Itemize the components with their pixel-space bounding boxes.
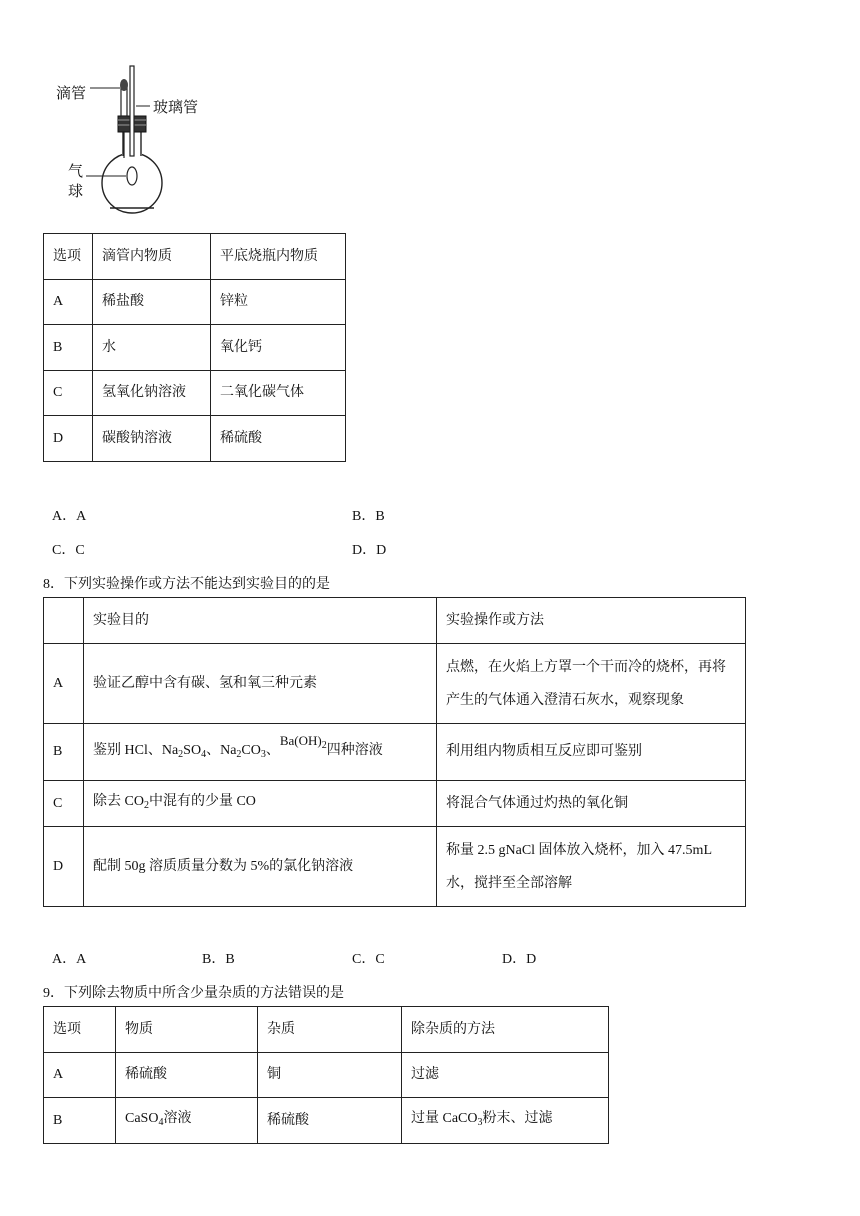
q8-option-a[interactable]: A．A	[52, 952, 87, 967]
label-glass-tube: 玻璃管	[153, 98, 199, 116]
label-dropper: 滴管	[56, 84, 87, 102]
formula-raised	[279, 732, 327, 751]
table-cell: 将混合气体通过灼热的氧化铜	[437, 781, 746, 827]
table-header-cell: 平底烧瓶内物质	[211, 234, 346, 280]
table-cell: 铜	[258, 1053, 402, 1098]
q8-stem: 8．下列实验操作或方法不能达到实验目的的是	[43, 577, 330, 592]
formula-text: CaSO	[125, 1110, 159, 1126]
subscript: 2	[236, 748, 242, 760]
table-cell: 稀硫酸	[211, 416, 346, 462]
table-cell: C	[44, 781, 84, 827]
table-cell: 称量 2.5 gNaCl 固体放入烧杯，加入 47.5mL 水，搅拌至全部溶解	[437, 827, 746, 907]
table-header-cell: 物质	[116, 1007, 258, 1053]
subscript: 2	[178, 748, 184, 760]
subscript: 4	[158, 1116, 164, 1128]
table-header-row	[44, 234, 346, 280]
formula-text: SO	[183, 742, 202, 758]
table-header-cell: 选项	[44, 234, 93, 280]
subscript: 2	[143, 799, 149, 811]
q7-table	[43, 233, 346, 462]
table-cell: A	[44, 1053, 116, 1098]
table-header-cell: 选项	[44, 1007, 116, 1053]
table-row	[44, 781, 746, 827]
q7-option-d[interactable]: D．D	[352, 543, 387, 558]
table-cell: 点燃，在火焰上方罩一个干而冷的烧杯，再将产生的气体通入澄清石灰水，观察现象	[437, 644, 746, 724]
table-cell: 稀盐酸	[93, 280, 211, 325]
formula-text: 过量 CaCO	[411, 1110, 478, 1126]
table-cell: 二氧化碳气体	[211, 371, 346, 416]
formula-text: 溶液	[163, 1110, 192, 1126]
table-cell: A	[44, 644, 84, 724]
table-cell: D	[44, 416, 93, 462]
formula-text: Ba(OH)	[279, 732, 322, 748]
q8-option-c[interactable]: C．C	[352, 952, 385, 967]
q9-table	[43, 1006, 609, 1144]
table-cell: 稀硫酸	[258, 1098, 402, 1144]
table-cell: B	[44, 325, 93, 371]
table-cell	[402, 1098, 609, 1144]
table-cell	[84, 724, 437, 781]
table-row	[44, 416, 346, 462]
table-row	[44, 371, 346, 416]
table-cell: D	[44, 827, 84, 907]
q9-stem: 9．下列除去物质中所含少量杂质的方法错误的是	[43, 986, 344, 1001]
table-cell: 过滤	[402, 1053, 609, 1098]
q7-option-b[interactable]: B．B	[352, 509, 385, 524]
table-row	[44, 1098, 609, 1144]
table-header-cell	[44, 598, 84, 644]
table-cell: 配制 50g 溶质质量分数为 5%的氯化钠溶液	[84, 827, 437, 907]
formula-text: 除去 CO	[93, 793, 144, 809]
q7-option-c[interactable]: C．C	[52, 543, 85, 558]
formula-text: 四种溶液	[326, 742, 383, 758]
label-balloon-line2: 球	[68, 182, 84, 200]
label-balloon-line1: 气	[68, 162, 84, 180]
subscript: 3	[477, 1116, 483, 1128]
table-header-row	[44, 1007, 609, 1053]
q7-option-a[interactable]: A．A	[52, 509, 87, 524]
table-cell	[116, 1098, 258, 1144]
formula-text: 、	[265, 742, 280, 758]
table-cell: B	[44, 724, 84, 781]
table-row	[44, 724, 746, 781]
formula-text: 鉴别 HCl、Na	[93, 742, 179, 758]
table-cell: 利用组内物质相互反应即可鉴别	[437, 724, 746, 781]
table-cell: 水	[93, 325, 211, 371]
table-cell: 锌粒	[211, 280, 346, 325]
q8-option-b[interactable]: B．B	[202, 952, 235, 967]
formula-text: CO	[241, 742, 261, 758]
table-row	[44, 1053, 609, 1098]
table-cell: 氢氧化钠溶液	[93, 371, 211, 416]
formula-text: 中混有的少量 CO	[148, 793, 256, 809]
table-cell: B	[44, 1098, 116, 1144]
table-header-cell: 实验操作或方法	[437, 598, 746, 644]
table-row	[44, 325, 346, 371]
table-cell: 氧化钙	[211, 325, 346, 371]
subscript: 2	[321, 739, 327, 751]
table-header-cell: 杂质	[258, 1007, 402, 1053]
q8-option-d[interactable]: D．D	[502, 952, 537, 967]
table-cell: A	[44, 280, 93, 325]
formula-text: 粉末、过滤	[482, 1110, 553, 1126]
table-row	[44, 280, 346, 325]
table-cell: C	[44, 371, 93, 416]
table-cell: 验证乙醇中含有碳、氢和氧三种元素	[84, 644, 437, 724]
formula-text: 、Na	[206, 742, 237, 758]
q8-table	[43, 597, 746, 907]
table-cell	[84, 781, 437, 827]
table-header-cell: 滴管内物质	[93, 234, 211, 280]
table-row	[44, 644, 746, 724]
subscript: 4	[201, 748, 207, 760]
table-cell: 碳酸钠溶液	[93, 416, 211, 462]
subscript: 3	[260, 748, 266, 760]
table-row	[44, 827, 746, 907]
table-header-row	[44, 598, 746, 644]
table-header-cell: 除杂质的方法	[402, 1007, 609, 1053]
table-header-cell: 实验目的	[84, 598, 437, 644]
table-cell: 稀硫酸	[116, 1053, 258, 1098]
